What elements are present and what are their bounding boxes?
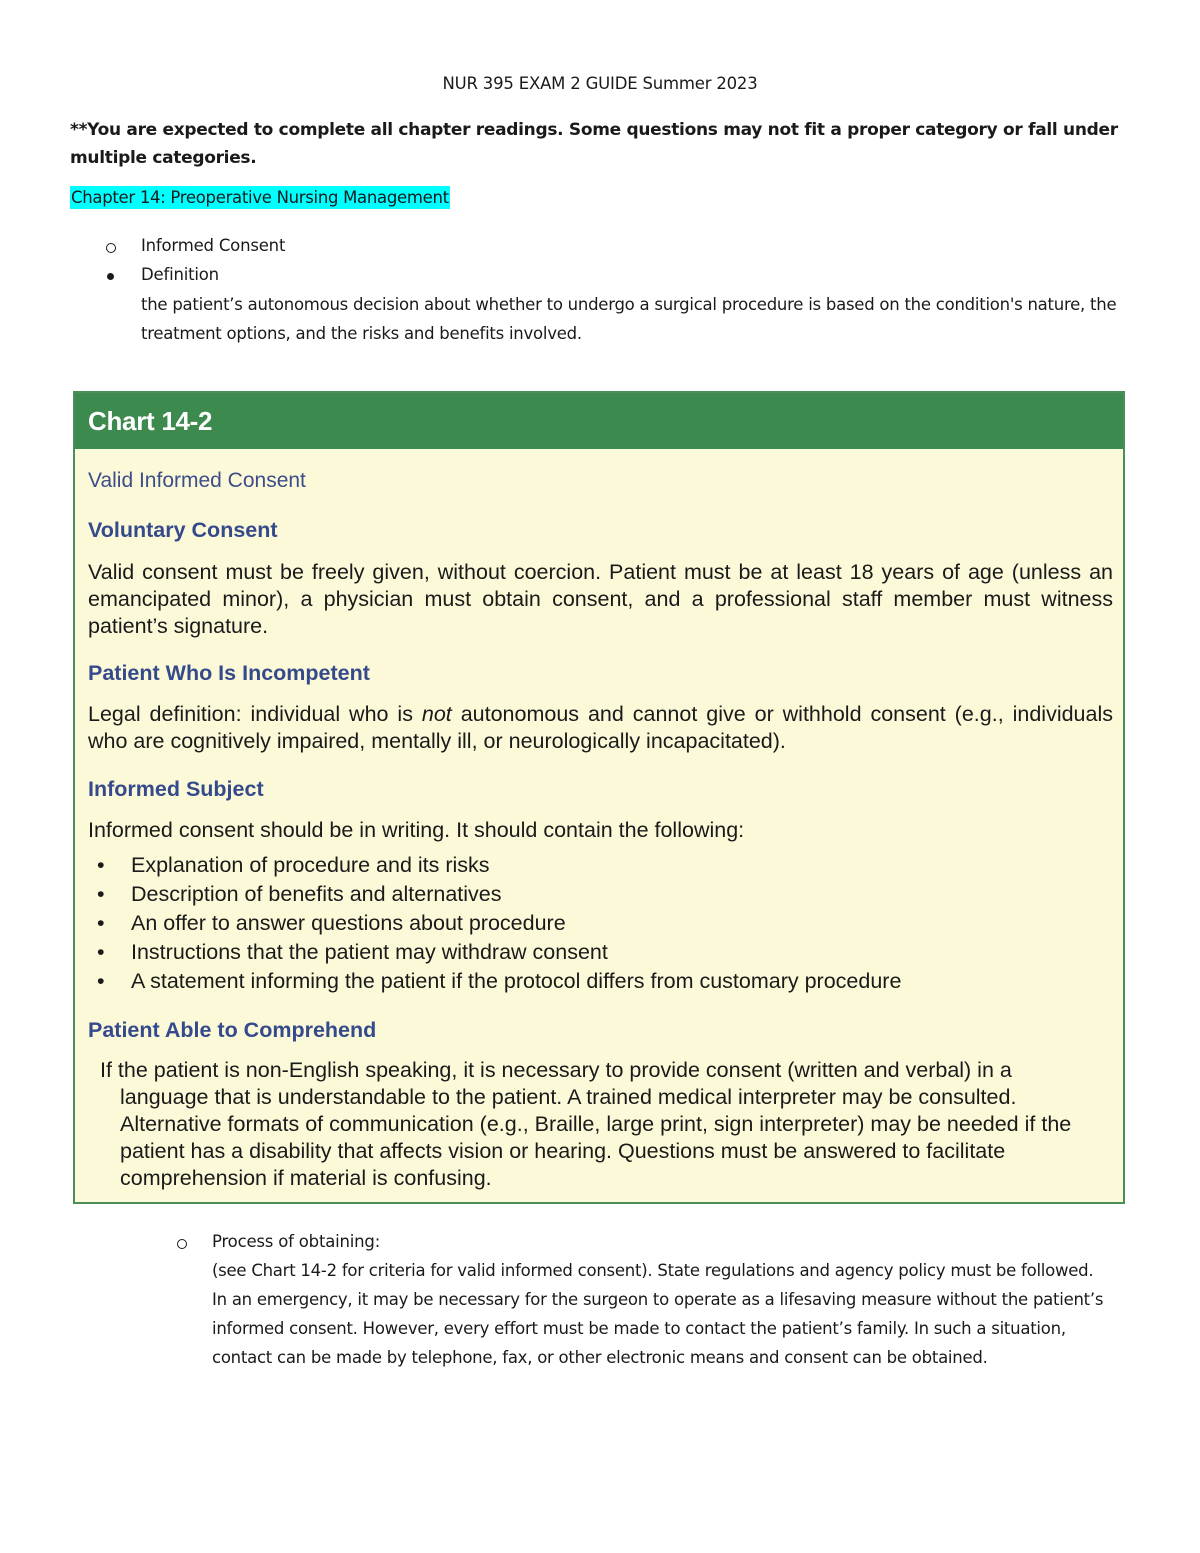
emphasis-not: not [421,702,452,726]
reading-notice: **You are expected to complete all chapter readings. Some questions may not fit a proper category or fall under multiple categories. [70,120,1118,168]
list-item-text: Explanation of procedure and its risks [131,853,490,877]
hollow-bullet-icon [105,231,125,262]
list-item [88,851,1113,880]
chart-header: Chart 14-2 [75,393,1123,449]
text-part: Legal definition: individual who is [88,702,422,726]
definition-text: the patient’s autonomous decision about whether to undergo a surgical procedure is based on the condition's nature, the treatment options, and the risks and benefits involved. [141,295,1117,343]
bullet-dot-icon: • [97,882,105,906]
bullet-dot-icon: • [97,940,105,964]
comprehend-first-line: If the patient is non-English speaking, it is necessary to provide consent (written and verbal) in a [100,1058,1012,1082]
list-item [88,880,1113,909]
section-text-incompetent [88,701,1113,755]
solid-bullet-icon [105,260,125,289]
document-title: NUR 395 EXAM 2 GUIDE Summer 2023 [442,74,758,93]
section-heading-incompetent: Patient Who Is Incompetent [88,661,370,685]
chapter-heading-text: Chapter 14: Preoperative Nursing Management [71,188,449,207]
list-item-text: Instructions that the patient may withdraw consent [131,940,608,964]
section-intro-informed: Informed consent should be in writing. It should contain the following: [88,818,745,842]
list-item-text: Description of benefits and alternatives [131,882,502,906]
list-item [88,909,1113,938]
chart-box [73,391,1125,1204]
list-item-text: An offer to answer questions about procedure [131,911,566,935]
hollow-bullet-icon [176,1227,187,1253]
list-item-text: A statement informing the patient if the protocol differs from customary procedure [131,969,902,993]
text-part: autonomous and cannot give or withhold consent (e.g., individuals who are cognitively impaired, mentally ill, or neurologically incapacitated). [88,702,1113,753]
section-text-voluntary: Valid consent must be freely given, without coercion. Patient must be at least 18 years of age (unless an emancipated minor), a physician must obtain consent, and a professional staff member must witness patient’s signature. [88,560,1113,638]
list-item [88,938,1113,967]
outline-item-label: Informed Consent [141,236,286,255]
outline-item-label: Process of obtaining: [212,1232,381,1251]
bullet-dot-icon: • [97,853,105,877]
comprehend-rest: language that is understandable to the patient. A trained medical interpreter may be consulted. Alternative formats of communication (e.g., Braille, large print, sign interpreter) may be needed if the patient has a disability that affects vision or hearing. Questions must be answered to facilitate comprehension if material is confusing. [120,1085,1072,1190]
section-text-comprehend [100,1057,1113,1192]
chart-subtitle: Valid Informed Consent [88,469,306,492]
section-heading-voluntary: Voluntary Consent [88,518,278,542]
bullet-dot-icon: • [97,911,105,935]
outline-item-label: Definition [141,265,219,284]
bullet-dot-icon: • [97,969,105,993]
section-heading-informed: Informed Subject [88,777,264,801]
list-item [88,967,1113,996]
chapter-heading [70,188,450,207]
process-text: (see Chart 14-2 for criteria for valid informed consent). State regulations and agency policy must be followed. In an emergency, it may be necessary for the surgeon to operate as a lifesaving measure without the patient’s informed consent. However, every effort must be made to contact the patient’s family. In such a situation, contact can be made by telephone, fax, or other electronic means and consent can be obtained. [212,1261,1104,1367]
informed-bullet-list [88,851,1113,996]
section-heading-comprehend: Patient Able to Comprehend [88,1018,377,1042]
